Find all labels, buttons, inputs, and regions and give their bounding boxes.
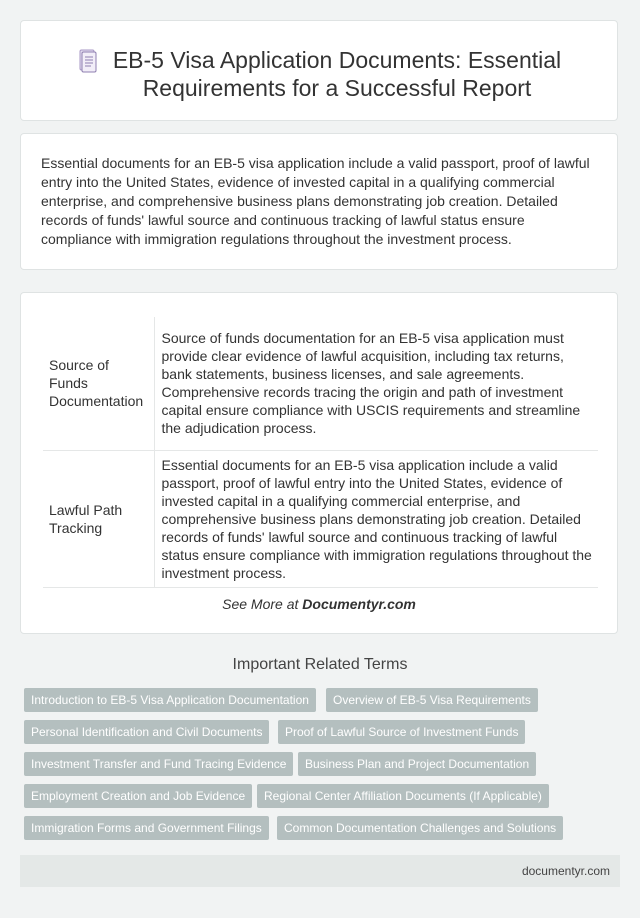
related-tag[interactable]: Common Documentation Challenges and Solutions bbox=[277, 816, 563, 840]
term-cell: Lawful Path Tracking bbox=[43, 450, 154, 587]
detail-table bbox=[43, 317, 598, 588]
related-tag[interactable]: Introduction to EB-5 Visa Application Documentation bbox=[24, 688, 316, 712]
related-tag[interactable]: Personal Identification and Civil Documents bbox=[24, 720, 269, 744]
see-more-site[interactable]: Documentyr.com bbox=[302, 596, 416, 612]
table-row bbox=[43, 317, 598, 450]
footer-bar bbox=[20, 855, 620, 887]
page-title bbox=[113, 46, 561, 102]
see-more-link[interactable] bbox=[21, 596, 617, 612]
term-cell: Source of Funds Documentation bbox=[43, 317, 154, 450]
related-tag[interactable]: Business Plan and Project Documentation bbox=[298, 752, 536, 776]
page-title-line2: Requirements for a Successful Report bbox=[142, 75, 532, 101]
related-tag[interactable]: Employment Creation and Job Evidence bbox=[24, 784, 252, 808]
document-icon bbox=[77, 48, 99, 74]
related-tag[interactable]: Regional Center Affiliation Documents (If Applicable) bbox=[257, 784, 549, 808]
description-cell: Essential documents for an EB-5 visa application include a valid passport, proof of lawful entry into the United States, evidence of invested capital in a qualifying commercial enterprise, and comprehensive business plans demonstrating job creation. Detailed records of funds' lawful source and continuous tracking of lawful status ensure compliance with immigration regulations throughout the investment process. bbox=[161, 456, 592, 581]
title-row bbox=[21, 21, 617, 102]
intro-paragraph: Essential documents for an EB-5 visa application include a valid passport, proof of lawful entry into the United States, evidence of invested capital in a qualifying commercial enterprise, and comprehensive business plans demonstrating job creation. Detailed records of funds' lawful source and continuous tracking of lawful status ensure compliance with immigration regulations throughout the investment process. bbox=[41, 155, 590, 247]
related-tag[interactable]: Overview of EB-5 Visa Requirements bbox=[326, 688, 538, 712]
intro-card bbox=[20, 133, 618, 270]
table-row bbox=[43, 450, 598, 587]
see-more-prefix: See More at bbox=[222, 596, 303, 612]
related-terms-heading: Important Related Terms bbox=[232, 656, 408, 673]
description-cell: Source of funds documentation for an EB-5 visa application must provide clear evidence of lawful acquisition, including tax returns, bank statements, business licenses, and sale agreements. Comprehensive records tracing the origin and path of investment capital ensure compliance with USCIS requirements and streamline the adjudication process. bbox=[161, 330, 581, 437]
title-card bbox=[20, 20, 618, 121]
related-tag[interactable]: Proof of Lawful Source of Investment Funds bbox=[278, 720, 525, 744]
footer-site-link[interactable]: documentyr.com bbox=[521, 864, 610, 878]
page-title-line1: EB-5 Visa Application Documents: Essential bbox=[112, 47, 562, 73]
related-tag[interactable]: Immigration Forms and Government Filings bbox=[24, 816, 269, 840]
detail-card bbox=[20, 292, 618, 634]
related-tag[interactable]: Investment Transfer and Fund Tracing Evidence bbox=[24, 752, 293, 776]
